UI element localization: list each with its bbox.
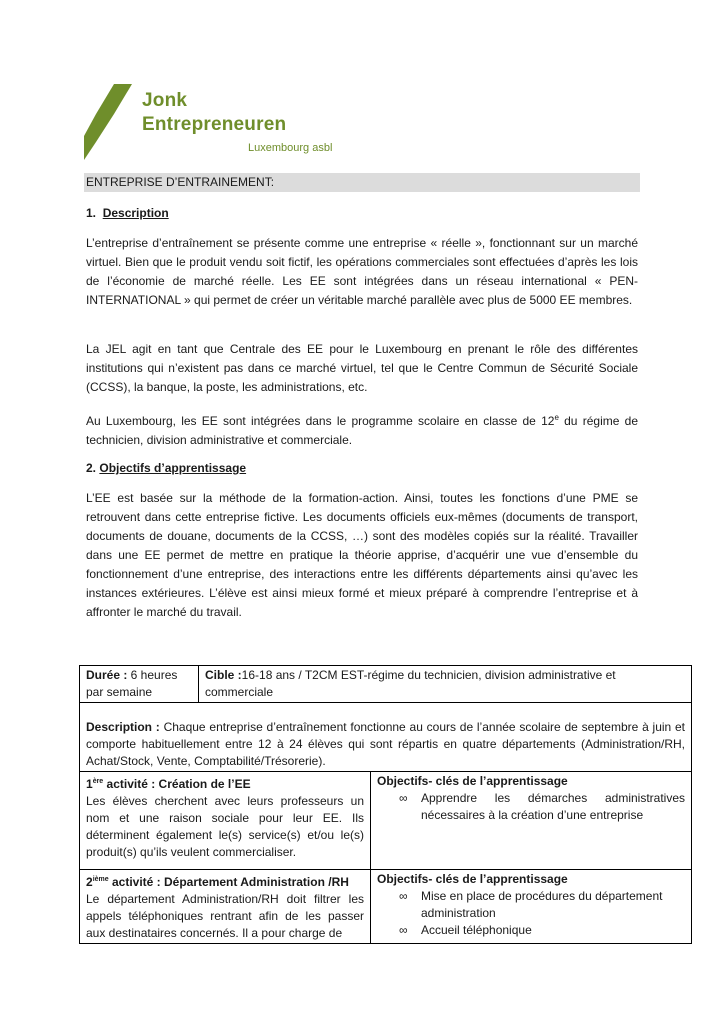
duree-label: Durée : (86, 668, 128, 682)
section-1-paragraph-1: L’entreprise d’entraînement se présente comme une entreprise « réelle », fonctionnant sur un marché virtuel. Bien que le produit vendu soit fictif, les opérations commerciales sont effectuées d’après les lois de l’économie de marché réelle. Les EE sont intégrées dans un réseau international « PEN-INTERNATIONAL » qui permet de créer un véritable marché parallèle avec plus de 5000 EE membres. (86, 236, 638, 307)
section-1-number: 1. (86, 206, 97, 220)
section-1-paragraph-2: La JEL agit en tant que Centrale des EE pour le Luxembourg en prenant le rôle des différentes institutions qui n’existent pas dans ce marché virtuel, tel que le Centre Commun de Sécurité Sociale (CCSS), la banque, la poste, les administrations, etc. (86, 342, 638, 394)
logo-mark-icon (84, 84, 140, 160)
paragraph-3-superscript: e (554, 413, 559, 422)
section-1-heading (86, 206, 169, 220)
section-1-paragraph-3 (86, 408, 638, 450)
section-2-number: 2. (86, 461, 97, 475)
objectives-2-title: Objectifs- clés de l’apprentissage (377, 872, 568, 886)
list-item: ∞ Mise en place de procédures du département administration (399, 889, 663, 920)
objectives-2-cell (371, 870, 692, 944)
infinity-bullet-icon: ∞ (399, 889, 408, 903)
document-title-banner: ENTREPRISE D’ENTRAINEMENT: (84, 173, 640, 192)
section-1-title: Description (102, 206, 169, 220)
list-item: ∞ Accueil téléphonique (399, 923, 532, 937)
activity-2-text: Le département Administration/RH doit filtrer les appels téléphoniques rentrant afin de les passer aux destinataires concernés. Il a pour charge de (86, 892, 364, 940)
objectives-2-list (377, 888, 685, 939)
duree-cell (80, 666, 199, 703)
section-2-paragraph-1: L’EE est basée sur la méthode de la formation-action. Ainsi, toutes les fonctions d’une PME se retrouvent dans cette entreprise fictive. Les documents officiels eux-mêmes (documents de transport, documents de douane, documents de la CCSS, …) sont des modèles copiés sur la réalité. Travailler dans une EE permet de mettre en pratique la théorie apprise, d’acquérir une vue d’ensemble du fonctionnement d’une entreprise, des interactions entre les différents départements ainsi qu’avec les instances extérieures. L’élève est ainsi mieux formé et mieux préparé à comprendre l’entreprise et à affronter le marché du travail. (86, 491, 638, 619)
paragraph-3-text-a: Au Luxembourg, les EE sont intégrées dans le programme scolaire en classe de 12 (86, 414, 555, 428)
activity-1-cell (80, 772, 371, 870)
section-2-title: Objectifs d’apprentissage (99, 461, 247, 475)
description-label: Description : (86, 720, 160, 734)
logo-line-2: Entrepreneuren (142, 114, 287, 135)
logo-line-1: Jonk (142, 90, 188, 111)
activity-1-title: 1ère activité : Création de l’EE (86, 777, 251, 791)
jonk-entrepreneuren-logo (84, 84, 334, 160)
activity-table (79, 665, 692, 944)
activity-2-cell (80, 870, 371, 944)
objectives-1-cell (371, 772, 692, 870)
duree-value: 6 heures par semaine (86, 668, 178, 699)
list-item: ∞ Apprendre les démarches administratives nécessaires à la création d’une entreprise (399, 791, 686, 822)
cible-label: Cible : (205, 668, 242, 682)
description-value: Chaque entreprise d’entraînement fonctionne au cours de l’année scolaire de septembre à juin et comporte habituellement entre 12 à 24 élèves qui sont répartis en quatre départements (Administration/RH, Achat/Stock, Vente, Comptabilité/Trésorerie). (86, 720, 686, 768)
section-2-heading (86, 461, 246, 475)
objectives-1-title: Objectifs- clés de l’apprentissage (377, 774, 568, 788)
objectives-1-list (377, 790, 685, 824)
infinity-bullet-icon: ∞ (399, 791, 408, 805)
infinity-bullet-icon: ∞ (399, 923, 408, 937)
logo-line-3: Luxembourg asbl (248, 142, 333, 154)
activity-2-title: 2ième activité : Département Administration /RH (86, 875, 349, 889)
description-cell (80, 703, 692, 772)
cible-cell (199, 666, 692, 703)
cible-value: 16-18 ans / T2CM EST-régime du technicien, division administrative et commerciale (205, 668, 616, 699)
paragraph-3-text-b: du régime de technicien, division administrative et commerciale. (86, 414, 639, 447)
activity-1-text: Les élèves cherchent avec leurs professeurs un nom et une raison sociale pour leur EE. Ils déterminent également le(s) service(s) et/ou le(s) produit(s) qu’ils veulent commercialiser. (86, 794, 364, 859)
